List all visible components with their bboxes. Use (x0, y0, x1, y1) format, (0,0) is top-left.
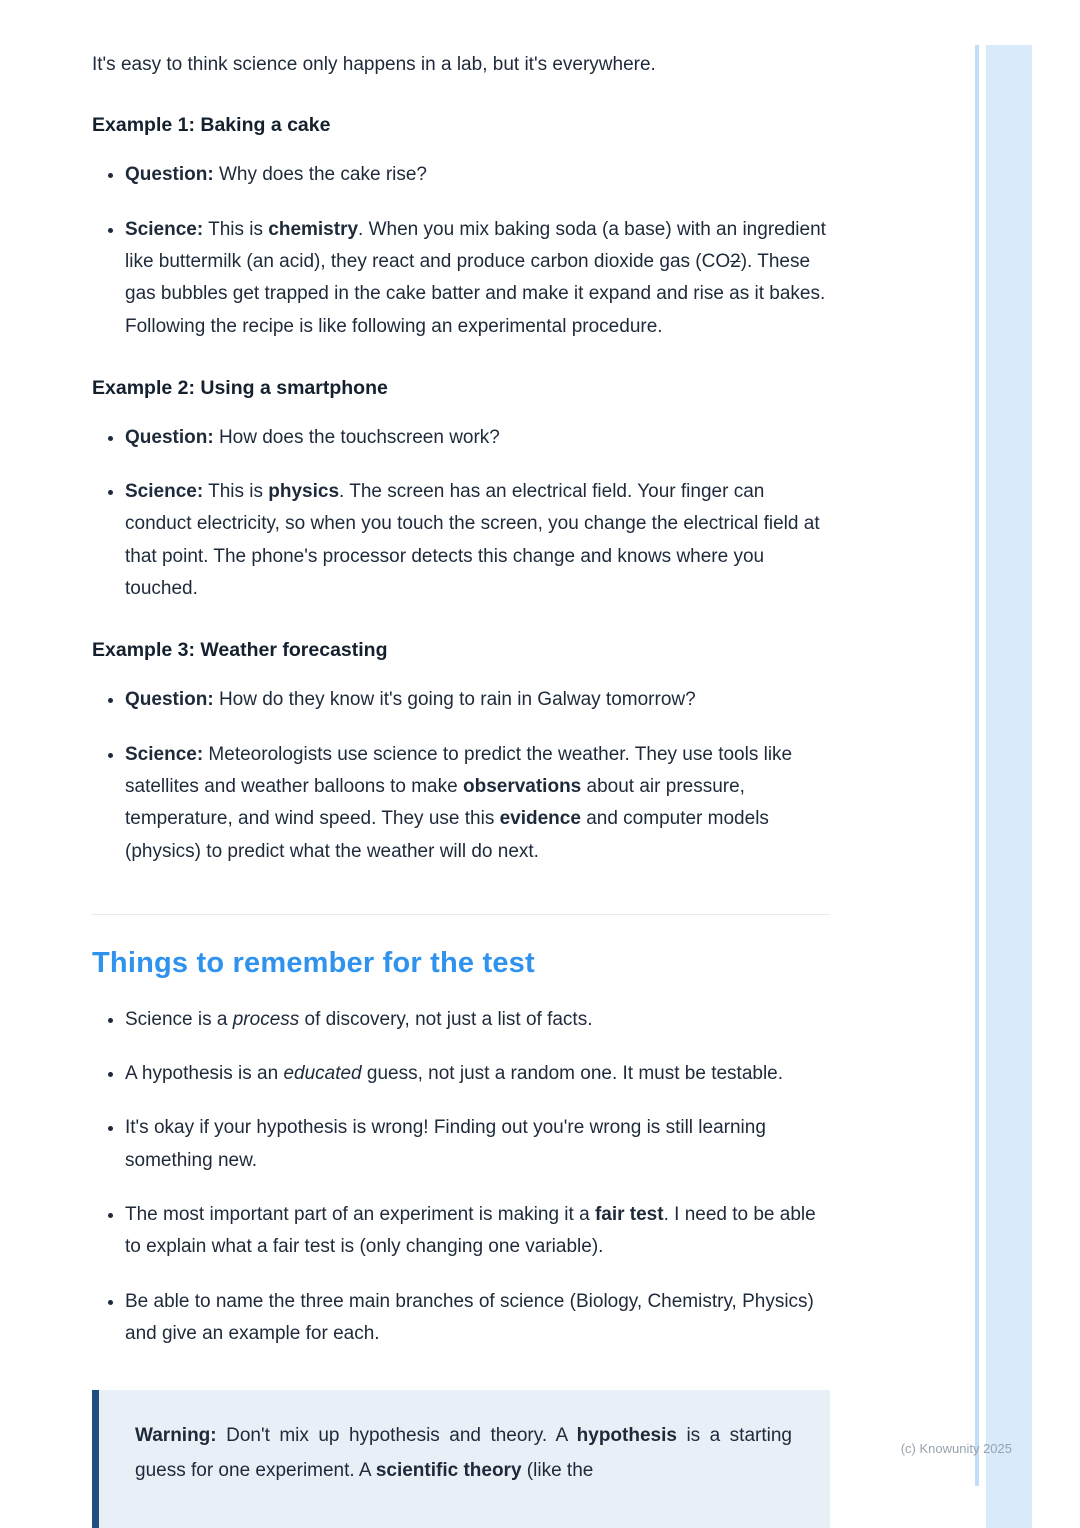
list-item: • Be able to name the three main branches of science (Biology, Chemistry, Physics) and give an example for each. (125, 1286, 830, 1351)
example-1-list (92, 159, 830, 342)
warning-text: Warning: Don't mix up hypothesis and theory. A hypothesis is a starting guess for one experiment. A scientific theory (like the (135, 1425, 792, 1482)
remember-section-heading: Things to remember for the test (92, 946, 535, 979)
list-item: • Science: This is physics. The screen has an electrical field. Your finger can conduct electricity, so when you touch the screen, you change the electrical field at that point. The phone's processor detects this change and knows where you touched. (125, 476, 830, 605)
intro-paragraph: It's easy to think science only happens in a lab, but it's everywhere. (92, 54, 656, 75)
list-item: • Question: How do they know it's going to rain in Galway tomorrow? (125, 684, 830, 716)
example-2-heading: Example 2: Using a smartphone (92, 376, 388, 399)
example-2-list (92, 422, 830, 605)
list-item: • A hypothesis is an educated guess, not just a random one. It must be testable. (125, 1058, 830, 1090)
list-item: • It's okay if your hypothesis is wrong! Finding out you're wrong is still learning something new. (125, 1112, 830, 1177)
copyright-footer: (c) Knowunity 2025 (900, 1441, 1012, 1456)
section-divider (92, 914, 830, 915)
example-1-heading: Example 1: Baking a cake (92, 114, 331, 137)
list-item: • Question: How does the touchscreen work? (125, 422, 830, 454)
remember-list (92, 1004, 830, 1350)
list-item: • Science: This is chemistry. When you mix baking soda (a base) with an ingredient like buttermilk (an acid), they react and produce carbon dioxide gas (CO2). These gas bubbles get trapped in the cake batter and make it expand and rise as it bakes. Following the recipe is like following an experimental procedure. (125, 214, 830, 343)
list-item: • Question: Why does the cake rise? (125, 159, 830, 191)
list-item: • The most important part of an experiment is making it a fair test. I need to be able to explain what a fair test is (only changing one variable). (125, 1199, 830, 1264)
page-edge-line (975, 45, 979, 1486)
example-3-list (92, 684, 830, 867)
document-content (92, 50, 830, 1528)
list-item: • Science is a process of discovery, not just a list of facts. (125, 1004, 830, 1036)
warning-callout (92, 1390, 830, 1528)
list-item: • Science: Meteorologists use science to predict the weather. They use tools like satellites and weather balloons to make observations about air pressure, temperature, and wind speed. They use this evidence and computer models (physics) to predict what the weather will do next. (125, 739, 830, 868)
page-edge-band (986, 45, 1032, 1528)
example-3-heading: Example 3: Weather forecasting (92, 639, 388, 662)
